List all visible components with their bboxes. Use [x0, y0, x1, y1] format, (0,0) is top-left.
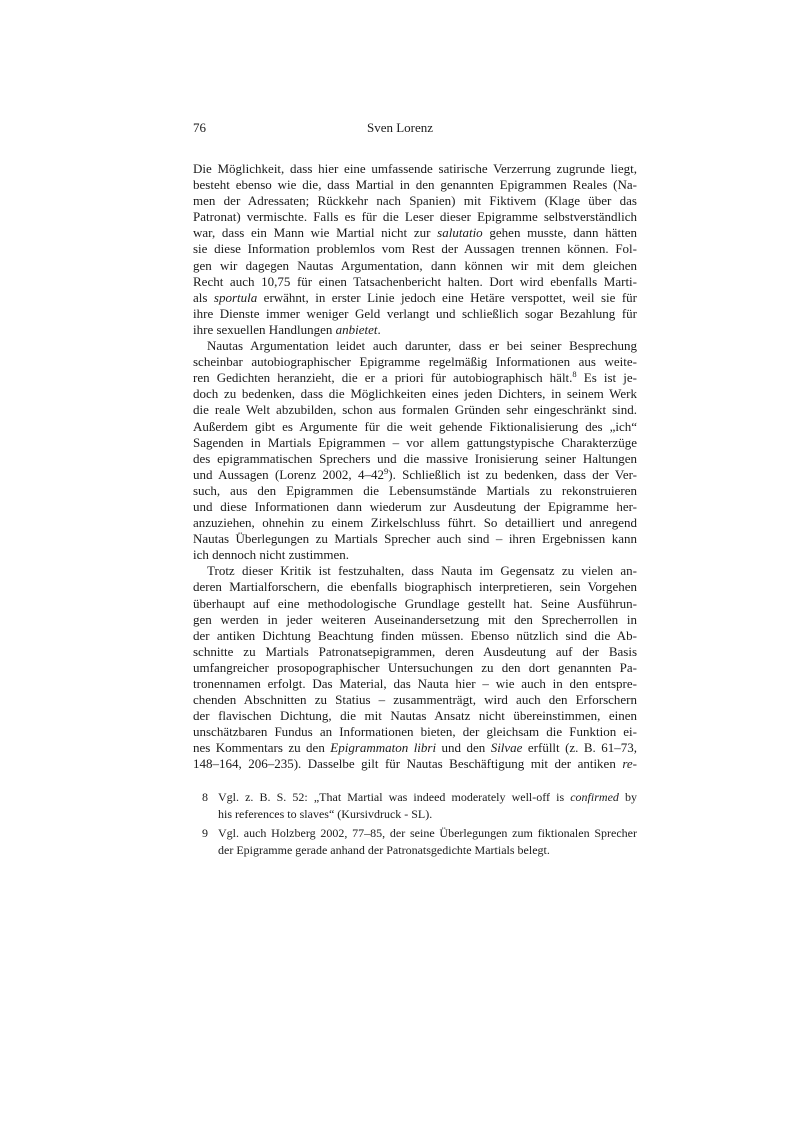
text-line	[193, 531, 637, 547]
italic-text: anbietet	[335, 321, 378, 337]
text-line	[193, 547, 637, 563]
text: Trotz dieser Kritik ist festzuhalten, dass Nauta im Gegensatz zu vielen an-	[207, 563, 637, 579]
text: der Epigramme gerade anhand der Patronatsgedichte Martials belegt.	[218, 843, 550, 857]
footnotes	[193, 789, 637, 861]
text: Recht auch 10,75 für einen Tatsachenbericht halten. Dort wird ebenfalls Marti-	[193, 273, 637, 289]
text-line	[193, 241, 637, 257]
text: Sagenden in Martials Epigrammen – vor allem gattungstypische Charakterzüge	[193, 434, 637, 450]
text-line	[218, 806, 637, 823]
text-line	[193, 692, 637, 708]
paragraph	[193, 338, 637, 563]
text: by	[618, 790, 637, 804]
paragraph	[193, 161, 637, 338]
text-line	[193, 274, 637, 290]
italic-text: re-	[622, 756, 637, 772]
text-line	[193, 467, 637, 483]
text: Nautas Überlegungen zu Martials Sprecher auch sind – ihren Ergebnissen kann	[193, 531, 637, 547]
text-line	[193, 193, 637, 209]
text: chenden Abschnitten zu Statius – zusammenträgt, wird auch den Erforschern	[193, 692, 637, 708]
text-line	[193, 209, 637, 225]
text-line	[193, 740, 637, 756]
text: überhaupt auf eine methodologische Grundlage gestellt hat. Seine Ausführun-	[193, 595, 637, 611]
text-line	[193, 419, 637, 435]
text-line	[193, 628, 637, 644]
text-line	[193, 676, 637, 692]
text: erwähnt, in erster Linie jedoch eine Hetäre verspottet, weil sie für	[257, 289, 637, 305]
text: Vgl. z. B. S. 52: „That Martial was indeed moderately well-off is	[218, 790, 571, 804]
text-line	[193, 258, 637, 274]
footnote	[193, 825, 637, 859]
text: Die Möglichkeit, dass hier eine umfassende satirische Verzerrung zugrunde liegt,	[193, 161, 637, 176]
text: gehen musste, dann hätten	[482, 225, 637, 241]
text: Nautas Argumentation leidet auch darunter, dass er bei seiner Besprechung	[207, 338, 637, 354]
text: der antiken Dichtung Beachtung finden müssen. Ebenso nützlich sind die Ab-	[193, 627, 637, 643]
text: gen wir dagegen Nautas Argumentation, dann können wir mit dem gleichen	[193, 257, 637, 273]
text: erfüllt (z. B. 61–73,	[522, 740, 637, 756]
text-line	[193, 515, 637, 531]
text-line	[193, 402, 637, 418]
page-number: 76	[193, 120, 206, 135]
text: nes Kommentars zu den	[193, 740, 331, 756]
text-line	[193, 579, 637, 595]
text-line	[193, 451, 637, 467]
text-line	[193, 756, 637, 772]
text-line	[193, 563, 637, 579]
text: tronennamen erfolgt. Das Material, das Nauta hier – wie auch in den entspre-	[193, 676, 637, 691]
text-line	[193, 161, 637, 177]
text-line	[193, 660, 637, 676]
text: und diese Informationen dann wiederum zur Ausdeutung der Epigramme her-	[193, 498, 637, 514]
text: gen werden in jeder weiteren Auseinandersetzung mit den Sprecherrollen in	[193, 611, 637, 627]
footnote-ref: 9	[384, 465, 389, 476]
text-line	[193, 499, 637, 515]
text-line	[193, 708, 637, 724]
text: ihre sexuellen Handlungen	[193, 321, 336, 337]
running-head: Sven Lorenz	[366, 120, 434, 135]
text: his references to slaves“ (Kursivdruck - SL).	[218, 807, 433, 821]
text-line	[193, 612, 637, 628]
text-line	[193, 290, 637, 306]
text: als	[193, 289, 214, 305]
text: ich dennoch nicht zustimmen.	[193, 547, 349, 563]
text: ihre Dienste immer weniger Geld verlangt und schließlich sogar Bezahlung für	[193, 305, 637, 321]
text-line	[193, 644, 637, 660]
body-text	[193, 161, 637, 773]
italic-text: sportula	[213, 289, 258, 305]
text: ren Gedichten heranzieht, die er a priori für autobiographisch hält.	[193, 370, 573, 386]
footnote-number: 9	[202, 826, 208, 840]
text-line	[218, 825, 637, 842]
text-line	[218, 789, 637, 806]
text: ). Schließlich ist zu bedenken, dass der Ver-	[388, 466, 638, 482]
text: umfangreicher prosopographischer Untersuchungen zu den dort genannten Pa-	[193, 659, 637, 675]
text-line	[193, 225, 637, 241]
text: des epigrammatischen Sprechers und die massive Ironisierung seiner Haltungen	[193, 450, 637, 466]
paragraph	[193, 563, 637, 772]
text-line	[193, 354, 637, 370]
text: 148–164, 206–235). Dasselbe gilt für Nautas Beschäftigung mit der antiken	[193, 756, 623, 772]
text: scheinbar autobiographischer Epigramme regelmäßig Informationen aus weite-	[193, 354, 637, 370]
footnote	[193, 789, 637, 823]
text-line	[193, 370, 637, 386]
text-line	[193, 386, 637, 402]
text-line	[193, 483, 637, 499]
text: Außerdem gibt es Argumente für die weit gehende Fiktionalisierung des „ich“	[193, 418, 637, 434]
text: .	[377, 321, 381, 337]
text: Vgl. auch Holzberg 2002, 77–85, der seine Überlegungen zum fiktionalen Sprecher	[218, 826, 637, 840]
text: die reale Welt abzubilden, schon aus formalen Gründen sehr eingeschränkt sind.	[193, 402, 637, 418]
text: schnitte zu Martials Patronatsepigrammen, deren Ausdeutung auf der Basis	[193, 643, 637, 659]
text: doch zu bedenken, dass die Möglichkeiten eines jeden Dichters, in seinem Werk	[193, 386, 637, 402]
text: anzuziehen, ohnehin zu einem Zirkelschluss führt. So detailliert und anregend	[193, 515, 637, 531]
text: und den	[436, 740, 491, 756]
footnote-ref: 8	[572, 369, 577, 380]
text-line	[193, 596, 637, 612]
text-line	[193, 338, 637, 354]
text: und Aussagen (Lorenz 2002, 4–42	[193, 466, 384, 482]
text: such, aus den Epigrammen die Lebensumstände Martials zu rekonstruieren	[193, 482, 637, 498]
italic-text: Epigrammaton libri	[330, 740, 437, 756]
text-line	[193, 724, 637, 740]
text-line	[218, 842, 637, 859]
text: men der Adressaten; Rückkehr nach Spanien) mit Fiktivem (Klage über das	[193, 193, 637, 209]
text: Es ist je-	[576, 370, 637, 386]
text: deren Martialforschern, die ebenfalls biographisch interpretieren, sein Vorgehen	[193, 579, 637, 595]
text: Patronat) vermischte. Falls es für die Leser dieser Epigramme selbstverständlich	[193, 209, 637, 225]
text: war, dass ein Mann wie Martial nicht zur	[193, 225, 438, 241]
text-line	[193, 435, 637, 451]
text: der flavischen Dichtung, die mit Nautas Ansatz nicht übereinstimmen, einen	[193, 708, 637, 724]
text: unschätzbaren Fundus an Informationen bieten, der gleichsam die Funktion ei-	[193, 724, 637, 740]
italic-text: confirmed	[570, 790, 619, 804]
text: besteht ebenso wie die, dass Martial in den genannten Epigrammen Reales (Na-	[193, 177, 637, 193]
italic-text: salutatio	[437, 225, 483, 241]
text-line	[193, 306, 637, 322]
italic-text: Silvae	[490, 740, 523, 756]
text-line	[193, 322, 637, 338]
footnote-number: 8	[202, 790, 208, 804]
text-line	[193, 177, 637, 193]
text: sie diese Information problemlos vom Rest der Aussagen trennen können. Fol-	[193, 241, 637, 257]
